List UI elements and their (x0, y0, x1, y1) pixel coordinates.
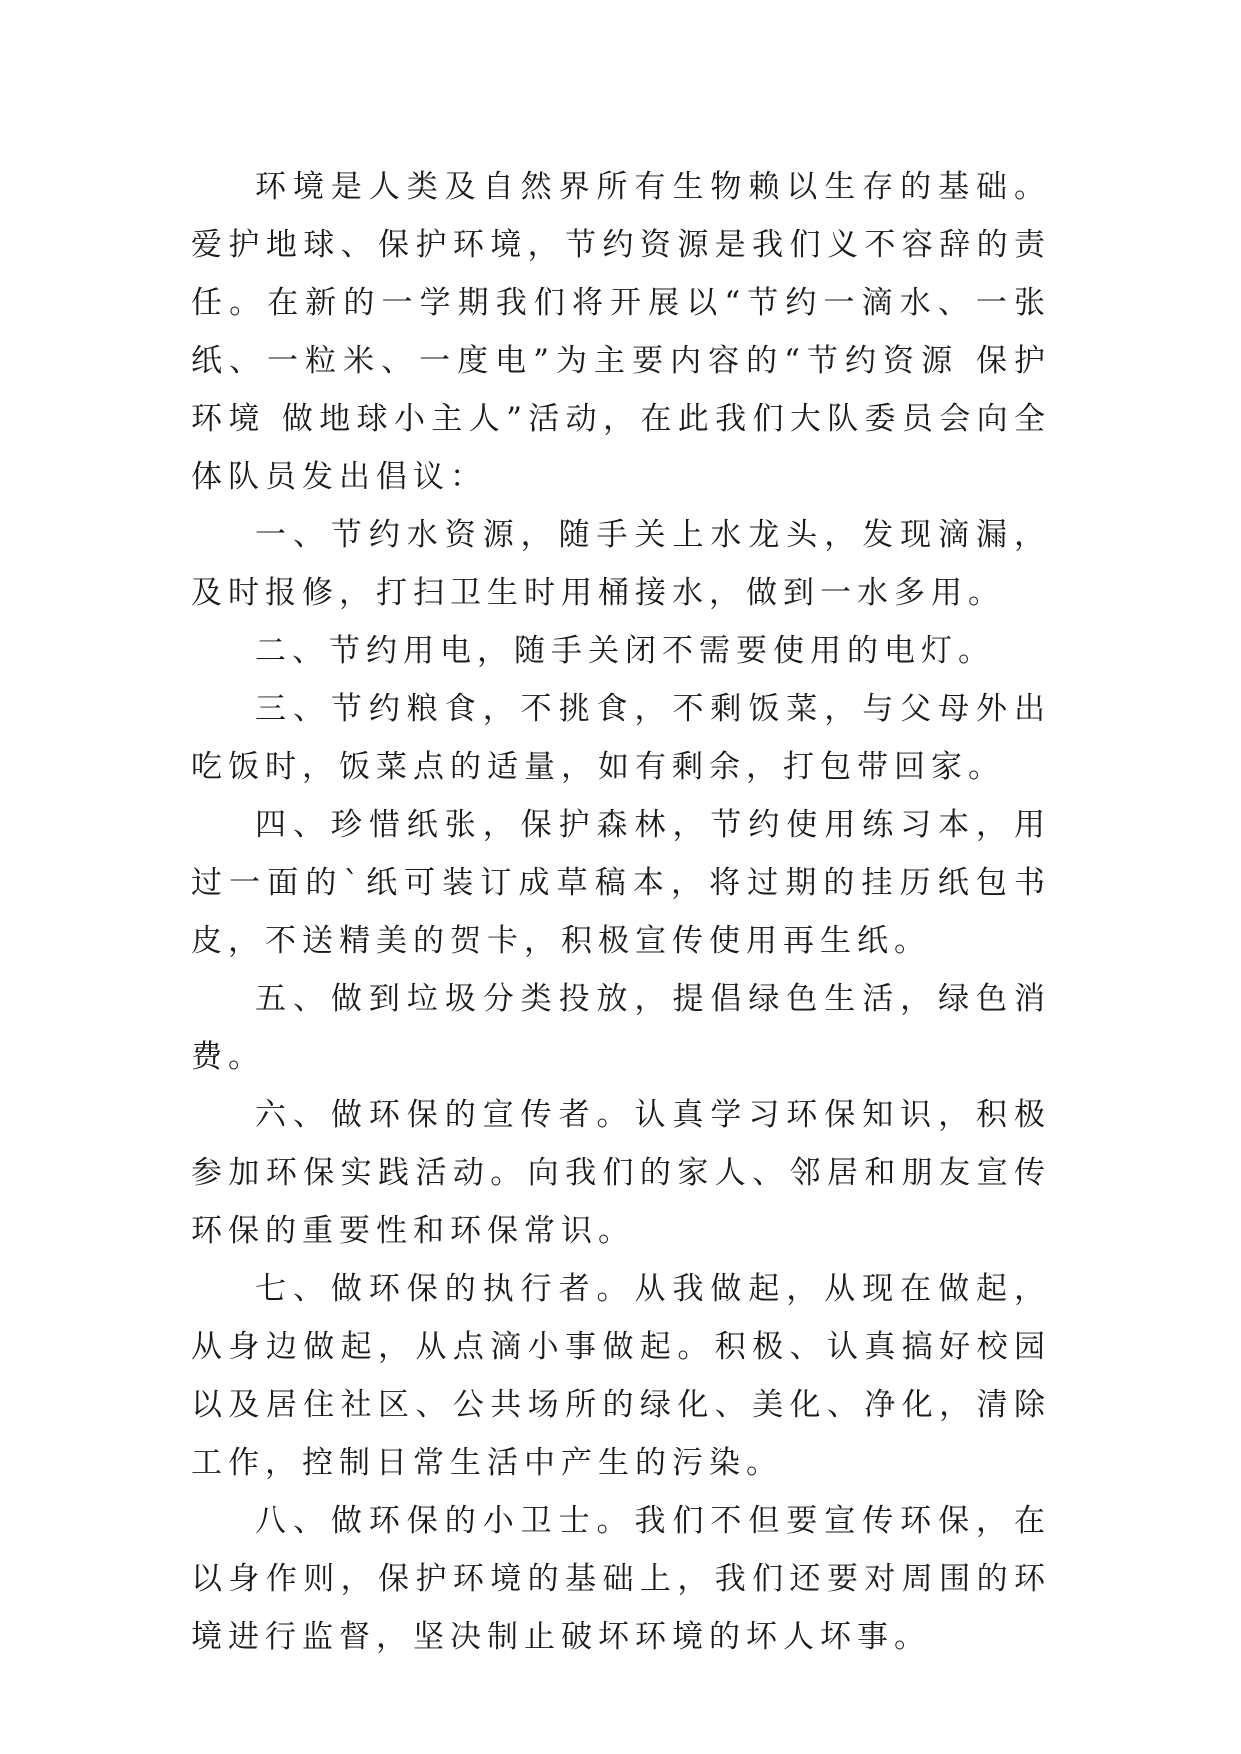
proposal-item-2: 二、节约用电，随手关闭不需要使用的电灯。 (255, 633, 995, 669)
intro-paragraph: 环境是人类及自然界所有生物赖以生存的基础。爱护地球、保护环境，节约资源是我们义不容辞的责任。在新的一学期我们将开展以“节约一滴水、一张纸、一粒米、一度电”为主要内容的“节约资源 保护环境 做地球小主人”活动，在此我们大队委员会向全体队员发出倡议： (191, 169, 1051, 495)
proposal-item-8: 八、做环保的小卫士。我们不但要宣传环保，在以身作则，保护环境的基础上，我们还要对周围的环境进行监督，坚决制止破坏环境的坏人坏事。 (191, 1503, 1051, 1655)
proposal-item-3: 三、节约粮食，不挑食，不剩饭菜，与父母外出吃饭时，饭菜点的适量，如有剩余，打包带回家。 (191, 691, 1051, 785)
document-body (191, 158, 1051, 1666)
proposal-item-4: 四、珍惜纸张，保护森林，节约使用练习本，用过一面的`纸可装订成草稿本，将过期的挂历纸包书皮，不送精美的贺卡，积极宣传使用再生纸。 (191, 807, 1051, 959)
proposal-item-1: 一、节约水资源，随手关上水龙头，发现滴漏，及时报修，打扫卫生时用桶接水，做到一水多用。 (191, 517, 1051, 611)
proposal-item-7: 七、做环保的执行者。从我做起，从现在做起，从身边做起，从点滴小事做起。积极、认真搞好校园以及居住社区、公共场所的绿化、美化、净化，清除工作，控制日常生活中产生的污染。 (191, 1271, 1051, 1481)
proposal-item-5: 五、做到垃圾分类投放，提倡绿色生活，绿色消费。 (191, 981, 1051, 1075)
proposal-item-6: 六、做环保的宣传者。认真学习环保知识，积极参加环保实践活动。向我们的家人、邻居和朋友宣传环保的重要性和环保常识。 (191, 1097, 1051, 1249)
